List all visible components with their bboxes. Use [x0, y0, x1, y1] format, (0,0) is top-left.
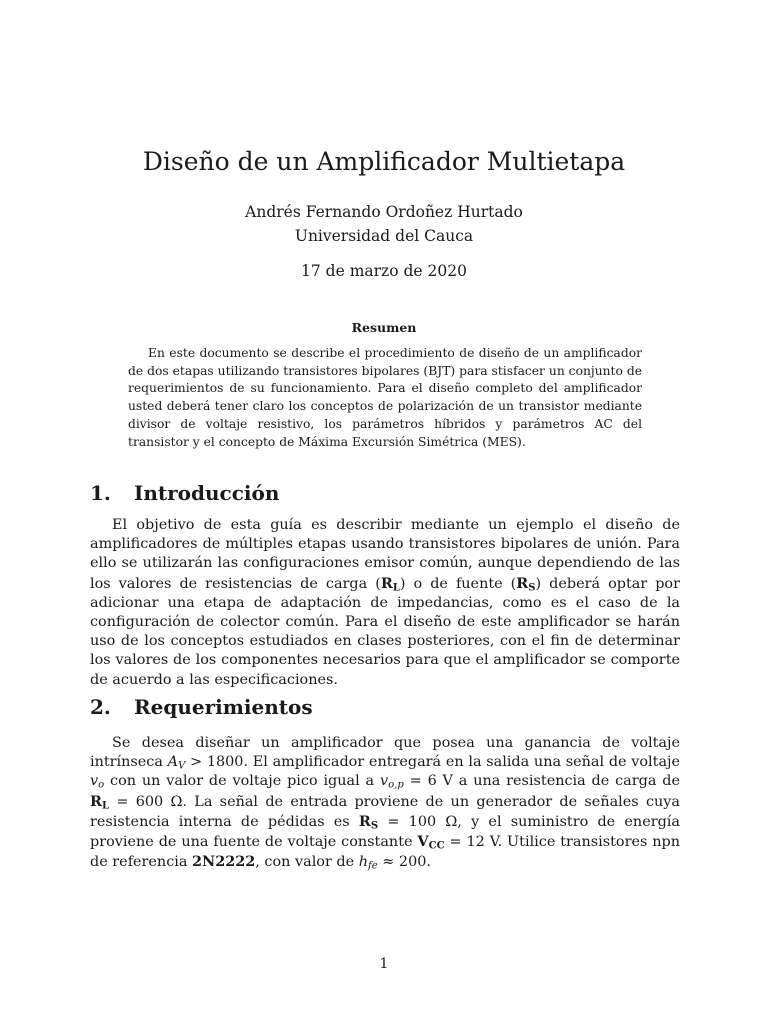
section-title: Introducción	[134, 481, 280, 505]
text-run: , con valor de	[255, 854, 359, 871]
math-RL	[381, 575, 400, 592]
math-subscript: V	[178, 760, 186, 772]
document-date: 17 de marzo de 2020	[301, 262, 467, 280]
math-RS	[516, 575, 535, 592]
section-title: Requerimientos	[134, 695, 313, 719]
math-RL	[90, 793, 109, 810]
math-subscript: L	[392, 582, 400, 594]
affiliation: Universidad del Cauca	[294, 227, 474, 245]
text-run: ) deberá optar por adicionar una etapa de adaptación de impedancias, como es el caso de la configuración de colector común. Para el diseño de este amplificador se harán uso de los conceptos estudiados en clases posteriores, con el fin de determinar los valores de los componentes necesarios para que el amplificador se comporte de acuerdo a las especificaciones.	[90, 575, 680, 688]
math-symbol: R	[516, 574, 529, 592]
abstract-text: En este documento se describe el procedimiento de diseño de un amplificador de dos etapas utilizando transistores bipolares (BJT) para stisfacer un conjunto de requerimientos de su funcionamiento. Para el diseño completo del amplificador usted deberá tener claro los conceptos de polarización de un transistor mediante divisor de voltaje resistivo, los parámetros híbridos y parámetros AC del transistor y el concepto de Máxima Excursión Simétrica (MES).	[128, 346, 642, 449]
math-subscript: L	[101, 800, 110, 812]
requirements-paragraph	[90, 734, 680, 872]
math-symbol: R	[90, 792, 102, 810]
text-run: con un valor de voltaje pico igual a	[104, 773, 380, 790]
text-run: ) o de fuente (	[399, 575, 517, 592]
math-symbol: A	[167, 754, 179, 771]
math-symbol: h	[358, 854, 368, 871]
text-run: Se desea diseñar un amplificador que posea una ganancia de voltaje intrínseca	[90, 735, 680, 771]
math-hfe	[359, 854, 378, 870]
page-number: 1	[379, 956, 389, 972]
math-symbol: R	[380, 574, 393, 592]
text-run: = 600 Ω. La señal de entrada proviene de un generador de señales cuya resistencia interna de pédidas es	[90, 793, 680, 830]
text-run: = 100 Ω, y el suministro de energía proviene de una fuente de voltaje constante	[90, 813, 680, 851]
section-heading-introduccion	[90, 480, 279, 506]
math-AV	[168, 754, 186, 770]
text-run: ≈ 200.	[377, 854, 431, 871]
text-run: = 6 V a una resistencia de carga de	[403, 773, 680, 790]
section-heading-requerimientos	[90, 694, 313, 720]
text-run: = 12 V. Utilice transistores npn de referencia	[90, 834, 681, 871]
introduction-paragraph	[90, 516, 680, 690]
math-subscript: o	[98, 779, 105, 791]
math-RS	[359, 813, 378, 830]
math-subscript: fe	[368, 860, 378, 872]
math-symbol: v	[379, 773, 389, 790]
text-run: El objetivo de esta guía es describir mediante un ejemplo el diseño de amplificadores de múltiples etapas usando transistores bipolares de unión. Para ello se utilizarán las configuraciones emisor común, aunque dependiendo de las los valores de resistencias de carga (	[90, 517, 680, 592]
math-subscript: o,p	[388, 779, 404, 791]
math-vo	[90, 773, 104, 789]
document-title: Diseño de un Amplificador Multietapa	[142, 147, 626, 176]
author-name: Andrés Fernando Ordoñez Hurtado	[245, 203, 523, 221]
section-number: 1.	[90, 481, 111, 505]
math-VCC	[417, 833, 444, 850]
text-run: > 1800. El amplificador entregará en la salida una señal de voltaje	[185, 754, 680, 771]
math-symbol: V	[417, 833, 429, 851]
section-number: 2.	[90, 695, 111, 719]
math-subscript: CC	[428, 840, 445, 852]
math-symbol: R	[358, 812, 371, 830]
math-subscript: S	[370, 820, 379, 832]
transistor-reference: 2N2222	[192, 853, 256, 871]
math-symbol: v	[90, 773, 99, 790]
math-subscript: S	[528, 582, 536, 594]
abstract-heading: Resumen	[351, 320, 417, 335]
math-vop	[380, 773, 404, 789]
